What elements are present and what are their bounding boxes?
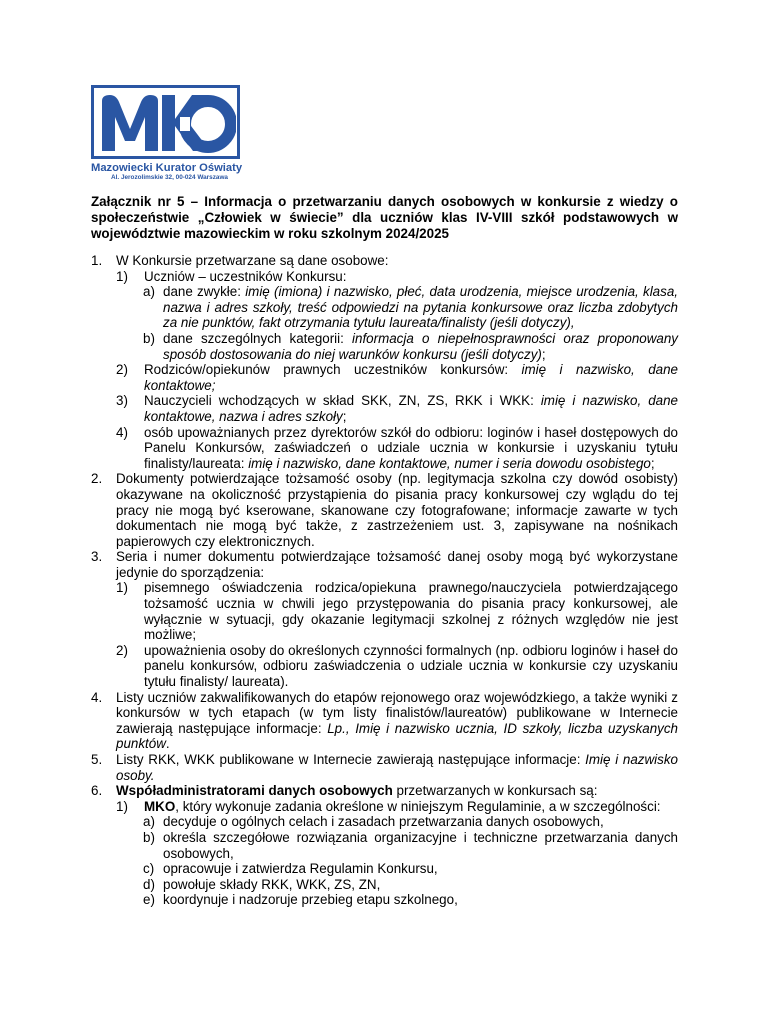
point-end: ; [650,455,655,471]
point-number: 2) [116,362,128,378]
subpoint-value: imię (imiona) i nazwisko, płeć, data urodzenia, miejsce urodzenia, klasa, nazwa i adres szkoły, treść odpowiedzi na pytania konkursowe oraz liczba zdobytych za nie punktów, fakt otrzymania tytułu laureata/finalisty (jeśli dotyczy), [163,284,678,331]
section-text: W Konkursie przetwarzane są dane osobowe: [116,253,389,268]
section-5 [91,752,678,783]
point-text: upoważnienia osoby do określonych czynności formalnych (np. odbioru loginów i haseł do panelu konkursów, odbioru zaświadczenia o udziale ucznia w konkursie czy uzyskaniu tytułu finalisty/ laureata). [144,642,678,690]
section-value: Imię i nazwisko osoby. [116,752,678,783]
section-1-point-4 [91,425,678,472]
section-6-point-1-a [91,814,678,830]
section-6-point-1-e [91,892,678,908]
point-text: , który wykonuje zadania określone w niniejszym Regulaminie, a w szczególności: [175,798,661,814]
subpoint-text: decyduje o ogólnych celach i zasadach przetwarzania danych osobowych, [163,814,604,830]
point-number: 4) [116,424,128,440]
section-6-point-1 [91,799,678,815]
point-bold: MKO [144,798,176,814]
section-text: Seria i numer dokumentu potwierdzające tożsamość danej osoby mogą być wykorzystane jedynie do sporządzenia: [116,549,678,580]
section-4 [91,690,678,752]
section-label: Listy uczniów zakwalifikowanych do etapów rejonowego oraz wojewódzkiego, a także wyniki z konkursów w tych etapach (w tym listy finalistów/laureatów) publikowane w Internecie zawierają następujące informacje: [116,689,678,736]
section-2 [91,471,678,549]
subpoint-letter: c) [143,861,155,877]
section-1-point-1-a [91,284,678,331]
section-number: 6. [91,783,103,799]
logo-box [91,85,240,159]
section-6-point-1-b [91,830,678,861]
mko-logo-mark-icon [100,93,236,155]
section-6-point-1-d [91,877,678,893]
point-number: 1) [116,268,128,284]
point-number: 2) [116,642,128,658]
point-label: Nauczycieli wchodzących w skład SKK, ZN, ZS, RKK i WKK: [144,393,541,409]
subpoint-letter: b) [143,330,155,346]
section-3 [91,549,678,580]
subpoint-text: powołuje składy RKK, WKK, ZS, ZN, [163,876,381,892]
document-body [91,253,678,908]
subpoint-letter: d) [143,876,155,892]
point-end: ; [342,408,347,424]
subpoint-label: dane szczególnych kategorii: [163,330,353,346]
point-number: 1) [116,580,128,596]
section-1-point-1 [91,269,678,285]
logo-address: Al. Jerozolimskie 32, 00-024 Warszawa [111,174,228,181]
section-number: 3. [91,549,103,565]
logo-name: Mazowiecki Kurator Oświaty [91,162,243,174]
section-1-point-2 [91,362,678,393]
section-number: 4. [91,689,103,705]
section-number: 2. [91,471,103,487]
section-1-point-3 [91,393,678,424]
point-value: imię i nazwisko, dane kontaktowe; [144,362,678,393]
section-1 [91,253,678,269]
subpoint-letter: b) [143,829,155,845]
point-number: 1) [116,798,128,814]
section-value: Lp., Imię i nazwisko ucznia, ID szkoły, liczba uzyskanych punktów [116,720,679,752]
section-6-point-1-c [91,861,678,877]
section-bold: Współadministratorami danych osobowych [116,783,393,799]
point-text: Uczniów – uczestników Konkursu: [144,268,347,284]
section-number: 1. [91,253,103,268]
subpoint-letter: a) [143,814,155,830]
section-text: Dokumenty potwierdzające tożsamość osoby (np. legitymacja szkolna czy dowód osobisty) okazywane na okoliczność przystąpienia do pisania pracy konkursowej czy wglądu do tej pracy nie mogą być kserowane, skanowane czy fotografowane; informacje zawarte w tych dokumentach nie mogą być także, z zastrzeżeniem ust. 3, zapisywane na nośnikach papierowych czy elektronicznych. [116,471,678,549]
point-number: 3) [116,393,128,409]
document-title: Załącznik nr 5 – Informacja o przetwarzaniu danych osobowych w konkursie z wiedzy o społeczeństwie „Człowiek w świecie” dla uczniów klas IV-VIII szkół podstawowych w województwie mazowieckim w roku szkolnym 2024/2025 [91,194,678,241]
section-label: Listy RKK, WKK publikowane w Internecie zawierają następujące informacje: [116,752,586,767]
subpoint-end: ; [541,346,546,362]
section-end: . [165,736,170,752]
point-text: pisemnego oświadczenia rodzica/opiekuna prawnego/nauczyciela potwierdzającego tożsamość ucznia w chwili jego przystępowania do pisania pracy konkursowej, ale wyłącznie w sytuacji, gdy okazanie legitymacji szkolnej z różnych względów nie jest możliwe; [144,580,678,643]
section-1-point-1-b [91,331,678,362]
section-text: przetwarzanych w konkursach są: [392,783,598,799]
section-3-point-1 [91,580,678,642]
section-3-point-2 [91,643,678,690]
section-number: 5. [91,752,103,767]
subpoint-label: dane zwykłe: [163,284,246,300]
point-value: imię i nazwisko, dane kontaktowe, nazwa i adres szkoły [144,393,678,424]
subpoint-letter: e) [143,892,155,908]
point-value: imię i nazwisko, dane kontaktowe, numer i seria dowodu osobistego [248,455,651,471]
subpoint-value: informacja o niepełnosprawności oraz proponowany sposób dostosowania do niej warunków konkursu (jeśli dotyczy) [163,330,678,362]
section-6 [91,783,678,799]
subpoint-text: opracowuje i zatwierdza Regulamin Konkursu, [163,861,438,877]
subpoint-text: koordynuje i nadzoruje przebieg etapu szkolnego, [163,892,458,908]
point-label: osób upoważnianych przez dyrektorów szkół do odbioru: loginów i haseł dostępowych do Panelu Konkursów, zaświadczeń o udziale ucznia w konkursie i uzyskaniu tytułu finalisty/laureata: [144,424,678,471]
subpoint-text: określa szczegółowe rozwiązania organizacyjne i techniczne przetwarzania danych osobowych, [163,829,678,861]
subpoint-letter: a) [143,284,155,300]
mko-logo [91,85,251,185]
point-label: Rodziców/opiekunów prawnych uczestników konkursów: [144,362,522,378]
